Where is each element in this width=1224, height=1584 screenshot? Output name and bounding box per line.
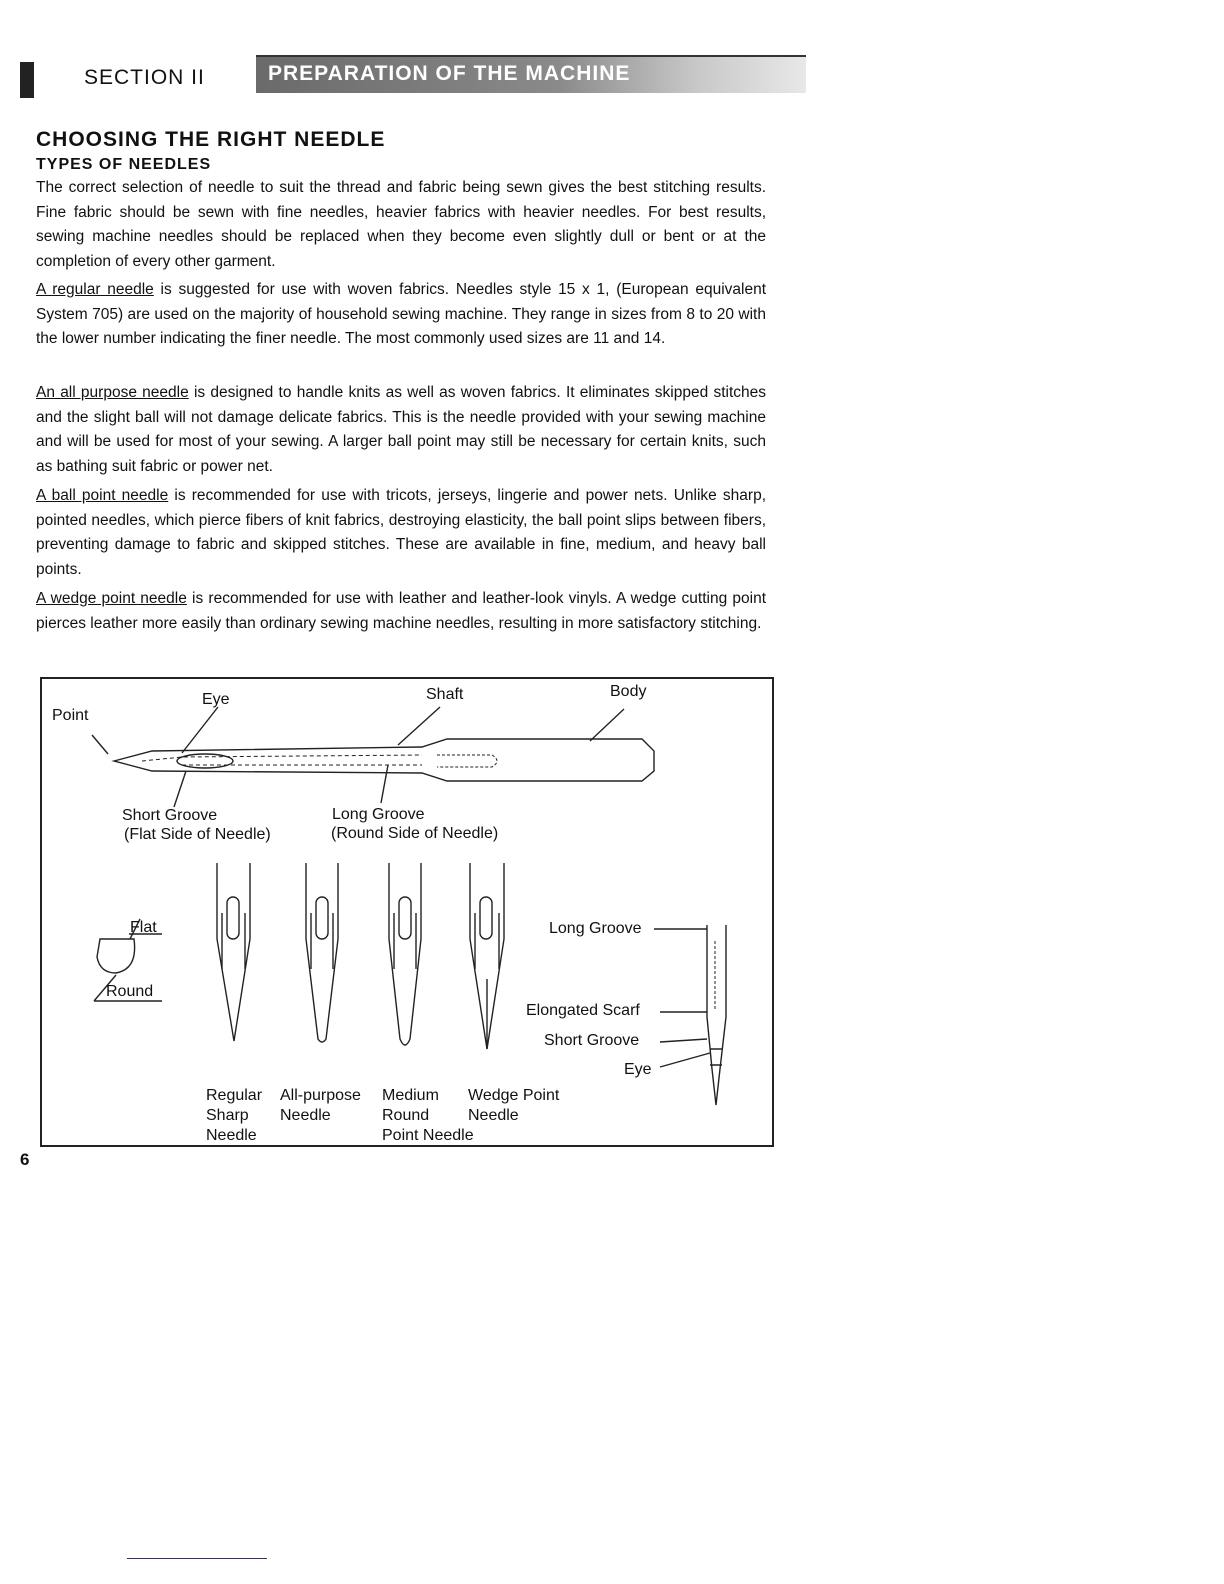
- caption-medium-round-point-needle: Medium Round Point Needle: [382, 1087, 474, 1144]
- paragraph-all-purpose-needle: An all purpose needle is designed to handle knits as well as woven fabrics. It eliminates skipped stitches and the slight ball will not damage delicate fabrics. This is the needle provided with your sewing machine and will be used for most of your sewing. A larger ball point may still be necessary for certain knits, such as bathing suit fabric or power net.: [36, 384, 767, 475]
- label-round: Round: [106, 983, 154, 1000]
- label-body: Body: [610, 683, 647, 700]
- label-side-elongated-scarf: Elongated Scarf: [526, 1002, 640, 1019]
- term-all-purpose-needle: An all purpose needle: [36, 384, 189, 401]
- paragraph-intro: The correct selection of needle to suit the thread and fabric being sewn gives the best stitching results. Fine fabric should be sewn with fine needles, heavier fabrics with heavier needles. For best results, sewing machine needles should be replaced when they become even slightly dull or bent or at the completion of every other garment.: [36, 179, 766, 270]
- label-side-long-groove: Long Groove: [549, 920, 642, 937]
- page-number: 6: [20, 1150, 30, 1169]
- label-eye: Eye: [202, 691, 230, 708]
- label-long-groove: Long Groove: [332, 806, 425, 823]
- page-title: CHOOSING THE RIGHT NEEDLE: [36, 128, 386, 151]
- label-long-groove-note: (Round Side of Needle): [331, 825, 499, 842]
- needle-illustration: [42, 679, 772, 1145]
- label-flat: Flat: [130, 919, 157, 936]
- paragraph-wedge-point-needle: A wedge point needle is recommended for use with leather and leather-look vinyls. A wedge cutting point pierces leather more easily than ordinary sewing machine needles, resulting in more satisfactory stitching.: [36, 590, 766, 632]
- regular-sharp-needle: [217, 863, 250, 1041]
- section-label: SECTION II: [84, 66, 205, 89]
- wedge-point-needle: [470, 863, 504, 1049]
- caption-regular-sharp-needle: Regular Sharp Needle: [206, 1087, 263, 1144]
- term-regular-needle: A regular needle: [36, 281, 154, 298]
- label-shaft: Shaft: [426, 686, 464, 703]
- term-wedge-point-needle: A wedge point needle: [36, 590, 187, 607]
- label-short-groove: Short Groove: [122, 807, 218, 824]
- section-banner-text: PREPARATION OF THE MACHINE: [268, 62, 631, 85]
- needle-diagram: [40, 677, 774, 1147]
- term-ball-point-needle: A ball point needle: [36, 487, 169, 504]
- side-view-needle: [707, 925, 726, 1105]
- bottom-rule: [127, 1558, 267, 1559]
- medium-round-point-needle: [389, 863, 421, 1045]
- section-tab-marker: [20, 62, 34, 98]
- sub-title: TYPES OF NEEDLES: [36, 156, 212, 173]
- paragraph-ball-point-needle: A ball point needle is recommended for use with tricots, jerseys, lingerie and power nets. Unlike sharp, pointed needles, which pierce fibers of knit fabrics, destroying elasticity, the ball point slips between fibers, preventing damage to fabric and skipped stitches. These are available in fine, medium, and heavy ball points.: [36, 487, 767, 578]
- section-banner: [256, 55, 806, 93]
- caption-all-purpose-needle: All-purpose Needle: [280, 1087, 361, 1124]
- label-side-short-groove: Short Groove: [544, 1032, 640, 1049]
- paragraph-regular-needle: A regular needle is suggested for use with woven fabrics. Needles style 15 x 1, (European equivalent System 705) are used on the majority of household sewing machine. They range in sizes from 8 to 20 with the lower number indicating the finer needle. The most commonly used sizes are 11 and 14.: [36, 281, 767, 347]
- label-point: Point: [52, 707, 89, 724]
- label-short-groove-note: (Flat Side of Needle): [124, 826, 271, 843]
- label-side-eye: Eye: [624, 1061, 652, 1078]
- caption-wedge-point-needle: Wedge Point Needle: [468, 1087, 560, 1124]
- all-purpose-needle: [306, 863, 338, 1042]
